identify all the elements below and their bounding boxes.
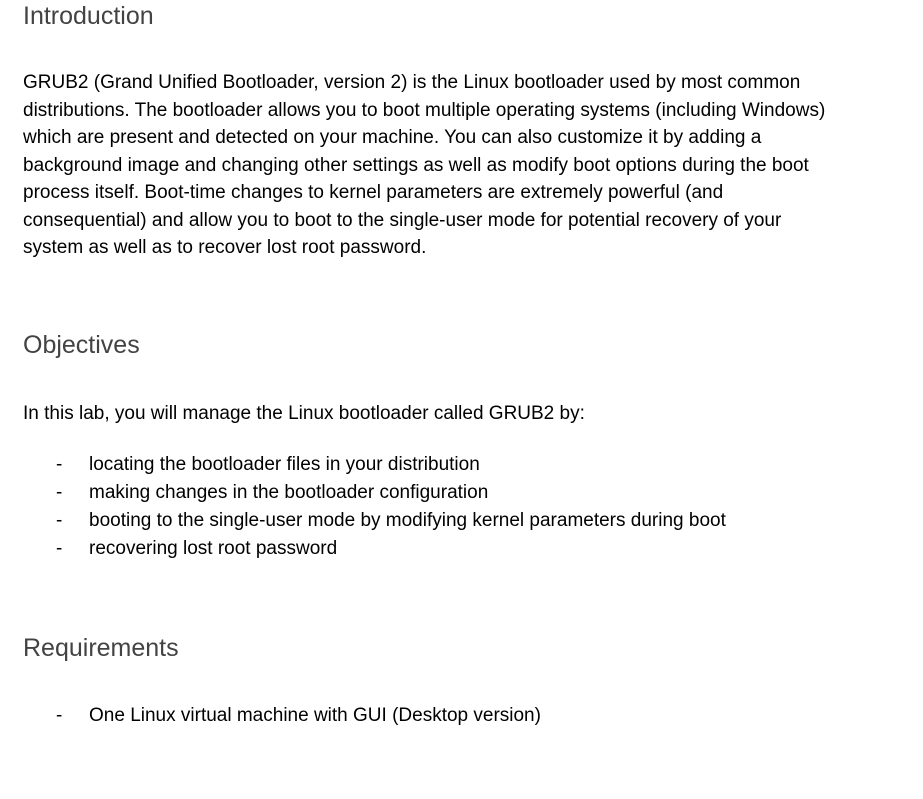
list-item-text: making changes in the bootloader configuration — [89, 482, 489, 503]
list-item-text: recovering lost root password — [89, 538, 338, 559]
introduction-line: distributions. The bootloader allows you to boot multiple operating systems (including Windows) — [23, 99, 826, 121]
introduction-line: process itself. Boot-time changes to kernel parameters are extremely powerful (and — [23, 182, 724, 203]
introduction-line: GRUB2 (Grand Unified Bootloader, version 2) is the Linux bootloader used by most common — [23, 72, 801, 93]
objectives-heading: Objectives — [23, 330, 140, 359]
introduction-line: background image and changing other settings as well as modify boot options during the boot — [23, 154, 809, 176]
requirements-list — [23, 702, 903, 730]
introduction-line: which are present and detected on your machine. You can also customize it by adding a — [23, 127, 762, 148]
dash-bullet-icon: - — [56, 454, 63, 475]
dash-bullet-icon: - — [56, 538, 63, 559]
list-item-text: One Linux virtual machine with GUI (Desktop version) — [89, 705, 541, 726]
introduction-paragraph — [23, 69, 903, 262]
objectives-intro: In this lab, you will manage the Linux bootloader called GRUB2 by: — [23, 402, 585, 424]
introduction-heading: Introduction — [23, 2, 154, 30]
objectives-list — [23, 451, 903, 563]
list-item — [23, 479, 903, 507]
document-body — [23, 0, 903, 730]
list-item-text: locating the bootloader files in your distribution — [89, 454, 480, 475]
list-item — [23, 507, 903, 535]
dash-bullet-icon: - — [56, 705, 63, 726]
dash-bullet-icon: - — [56, 510, 63, 531]
requirements-heading: Requirements — [23, 634, 179, 662]
list-item-text: booting to the single-user mode by modifying kernel parameters during boot — [89, 510, 726, 531]
dash-bullet-icon: - — [56, 482, 63, 503]
introduction-line: system as well as to recover lost root password. — [23, 237, 427, 258]
list-item — [23, 702, 903, 730]
introduction-line: consequential) and allow you to boot to the single-user mode for potential recovery of your — [23, 209, 782, 231]
list-item — [23, 451, 903, 479]
list-item — [23, 535, 903, 563]
